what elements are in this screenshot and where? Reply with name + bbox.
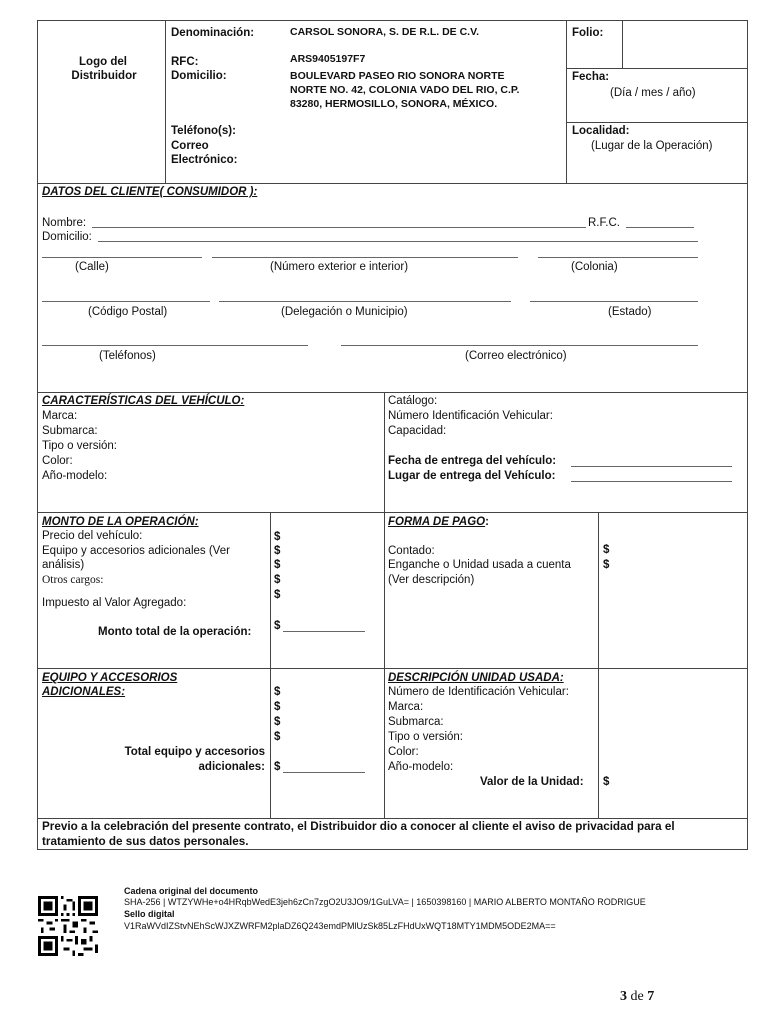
estado-hint: (Estado)	[608, 306, 652, 318]
electronico-label: Electrónico:	[171, 154, 238, 166]
vehiculo-niv: Número Identificación Vehicular:	[388, 410, 553, 422]
equipo-title-line2: ADICIONALES:	[42, 686, 126, 698]
rfc-label: RFC:	[171, 56, 199, 68]
equipo-item1-currency: $	[274, 686, 281, 698]
equipo-total-line1: Total equipo y accesorios	[124, 746, 265, 758]
cadena-label: Cadena original del documento	[124, 886, 259, 896]
numero-field[interactable]	[212, 257, 518, 258]
precio-currency: $	[274, 531, 281, 543]
monto-total-label: Monto total de la operación:	[98, 626, 252, 638]
equipo-adicional-line2: análisis)	[42, 559, 85, 571]
fecha-entrega-label: Fecha de entrega del vehículo:	[388, 455, 557, 467]
vehiculo-submarca: Submarca:	[42, 425, 98, 437]
sello-label: Sello digital	[124, 909, 175, 919]
cliente-title: DATOS DEL CLIENTE( CONSUMIDOR ):	[42, 186, 258, 198]
usada-title: DESCRIPCIÓN UNIDAD USADA:	[388, 672, 564, 684]
usada-marca: Marca:	[388, 701, 424, 713]
usada-valor-currency: $	[603, 776, 610, 788]
colonia-hint: (Colonia)	[571, 261, 618, 273]
qr-code-image	[38, 895, 98, 957]
numero-hint: (Número exterior e interior)	[270, 261, 409, 273]
pago-title-colon: :	[485, 516, 489, 528]
vehiculo-color: Color:	[42, 455, 73, 467]
equipo2-currency: $	[274, 559, 281, 571]
total-currency: $	[274, 620, 281, 632]
vehiculo-catalogo: Catálogo:	[388, 395, 438, 407]
precio-label: Precio del vehículo:	[42, 530, 143, 542]
equipo-adicional-line1: Equipo y accesorios adicionales (Ver	[42, 545, 230, 557]
estado-field[interactable]	[530, 301, 698, 302]
contado-currency: $	[603, 544, 610, 556]
logo-label-line1: Logo del	[79, 56, 127, 68]
page-total: 7	[647, 989, 655, 1004]
fecha-label: Fecha:	[572, 71, 610, 83]
contado-label: Contado:	[388, 545, 435, 557]
cadena-value: SHA-256 | WTZYWHe+o4HRqbWedE3jeh6zCn7zgO2U3JO9/1GuLVA= | 1650398160 | MARIO ALBERTO MONTAÑO RODRIGUE	[124, 897, 646, 907]
page-indicator	[620, 989, 654, 1005]
usada-tipo: Tipo o versión:	[388, 731, 463, 743]
delegacion-field[interactable]	[219, 301, 511, 302]
equipo-title-line1: EQUIPO Y ACCESORIOS	[42, 672, 178, 684]
iva-currency: $	[274, 589, 281, 601]
delegacion-hint: (Delegación o Municipio)	[281, 306, 408, 318]
lugar-entrega-field[interactable]	[571, 481, 732, 482]
monto-title: MONTO DE LA OPERACIÓN:	[42, 516, 199, 528]
rfc-value: ARS9405197F7	[290, 53, 366, 65]
usada-color: Color:	[388, 746, 419, 758]
domicilio-line1: BOULEVARD PASEO RIO SONORA NORTE	[290, 70, 505, 82]
equipo-item3-currency: $	[274, 716, 281, 728]
telefonos-hint: (Teléfonos)	[99, 350, 156, 362]
usada-submarca: Submarca:	[388, 716, 444, 728]
logo-label-line2: Distribuidor	[71, 70, 137, 82]
vehiculo-capacidad: Capacidad:	[388, 425, 447, 437]
cliente-domicilio-field[interactable]	[98, 241, 698, 242]
denominacion-label: Denominación:	[171, 27, 255, 39]
page-de: de	[630, 989, 644, 1004]
vehiculo-title: CARACTERÍSTICAS DEL VEHÍCULO:	[42, 395, 245, 407]
cp-field[interactable]	[42, 301, 210, 302]
privacidad-line2: tratamiento de sus datos personales.	[42, 835, 249, 848]
usada-niv: Número de Identificación Vehicular:	[388, 686, 569, 698]
equipo-currency: $	[274, 545, 281, 557]
otros-currency: $	[274, 574, 281, 586]
cliente-rfc-field[interactable]	[626, 227, 694, 228]
cp-hint: (Código Postal)	[88, 306, 168, 318]
usada-anio: Año-modelo:	[388, 761, 454, 773]
enganche-currency: $	[603, 559, 610, 571]
fecha-entrega-field[interactable]	[571, 466, 732, 467]
domicilio-line2: NORTE NO. 42, COLONIA VADO DEL RIO, C.P.	[290, 84, 520, 96]
page-number: 3	[620, 989, 627, 1004]
cliente-domicilio-label: Domicilio:	[42, 231, 92, 243]
telefonos-field[interactable]	[42, 345, 308, 346]
vehiculo-tipo: Tipo o versión:	[42, 440, 117, 452]
equipo-total-currency: $	[274, 761, 281, 773]
privacidad-line1: Previo a la celebración del presente contrato, el Distribuidor dio a conocer al cliente el aviso de privacidad para el	[42, 820, 675, 833]
enganche-line2: (Ver descripción)	[388, 574, 475, 586]
vehiculo-anio: Año-modelo:	[42, 470, 108, 482]
calle-hint: (Calle)	[75, 261, 109, 273]
cliente-rfc-label: R.F.C.	[588, 217, 620, 229]
equipo-total-field[interactable]	[283, 772, 365, 773]
denominacion-value: CARSOL SONORA, S. DE R.L. DE C.V.	[290, 26, 480, 38]
nombre-field[interactable]	[92, 227, 586, 228]
fecha-hint: (Día / mes / año)	[610, 87, 696, 99]
usada-valor-label: Valor de la Unidad:	[480, 776, 584, 788]
enganche-line1: Enganche o Unidad usada a cuenta	[388, 559, 571, 571]
domicilio-label: Domicilio:	[171, 70, 227, 82]
monto-total-field[interactable]	[283, 631, 365, 632]
nombre-label: Nombre:	[42, 217, 87, 229]
iva-label: Impuesto al Valor Agregado:	[42, 597, 187, 609]
correo-field[interactable]	[341, 345, 698, 346]
sello-value: V1RaWVdIZStvNEhScWJXZWRFM2plaDZ6Q243emdPMlUzSk85LzFHdUxWQT18MTY1MDM5ODE2MA==	[124, 921, 556, 931]
localidad-label: Localidad:	[572, 125, 630, 137]
domicilio-line3: 83280, HERMOSILLO, SONORA, MÉXICO.	[290, 98, 498, 110]
localidad-hint: (Lugar de la Operación)	[591, 140, 713, 152]
correo-label: Correo	[171, 140, 209, 152]
vehiculo-marca: Marca:	[42, 410, 78, 422]
pago-title: FORMA DE PAGO	[388, 516, 486, 528]
otros-cargos-label: Otros cargos:	[42, 574, 104, 586]
equipo-item4-currency: $	[274, 731, 281, 743]
calle-field[interactable]	[42, 257, 202, 258]
telefono-label: Teléfono(s):	[171, 125, 236, 137]
correo-hint: (Correo electrónico)	[465, 350, 567, 362]
equipo-total-line2: adicionales:	[198, 761, 265, 773]
lugar-entrega-label: Lugar de entrega del Vehículo:	[388, 470, 556, 482]
equipo-item2-currency: $	[274, 701, 281, 713]
colonia-field[interactable]	[538, 257, 698, 258]
folio-label: Folio:	[572, 27, 604, 39]
